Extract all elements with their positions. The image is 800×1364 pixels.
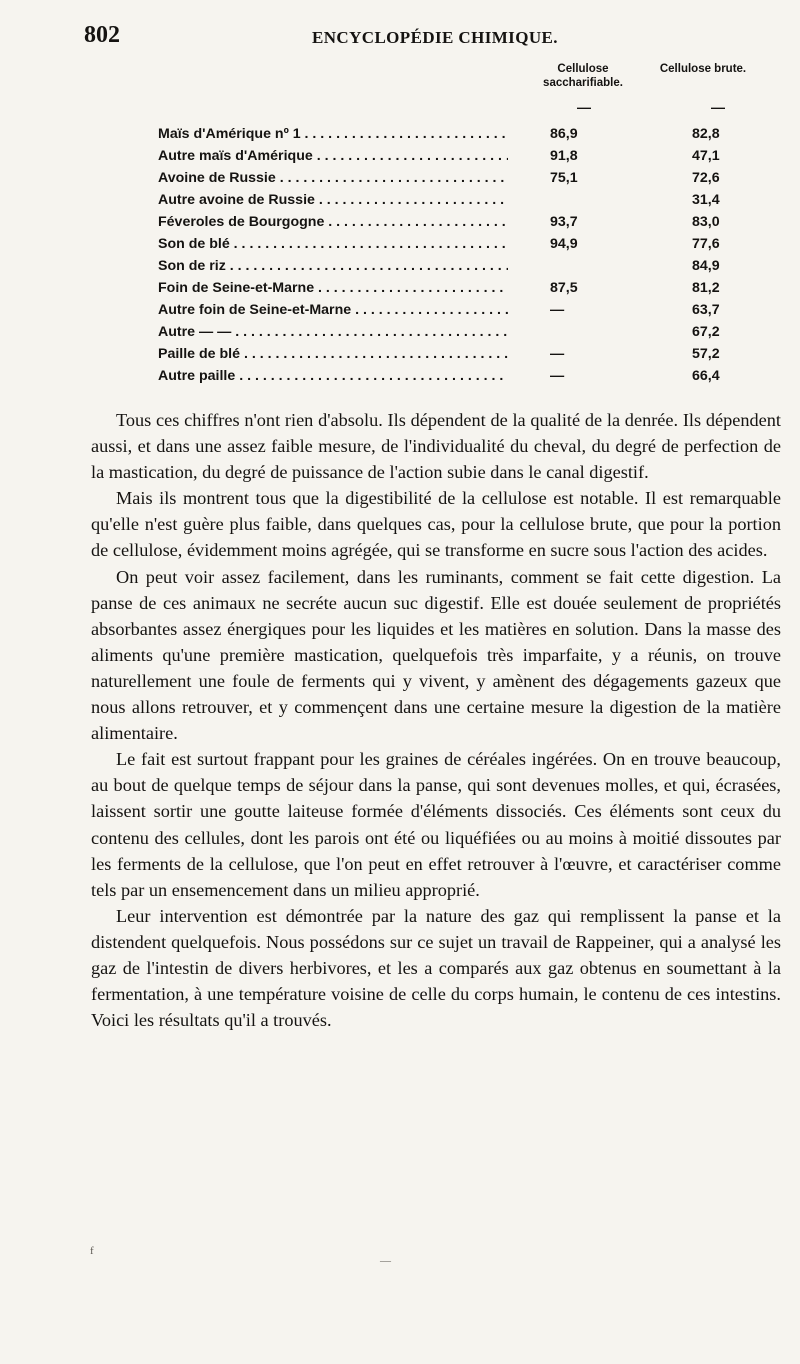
row-label: Foin de Seine-et-Marne . . .: [158, 278, 508, 298]
table-row: [158, 124, 784, 144]
brute-value: 84,9: [692, 258, 720, 274]
paragraph: Mais ils montrent tous que la digestibilité de la cellulose est notable. Il est remarquable qu'elle n'est guère plus faible, dans quelques cas, pour la cellulose brute, que pour la portion de cellulose, évidemment moins agrégée, qui se transforme en sucre sous l'action des acides.: [91, 488, 781, 561]
body-text: [91, 407, 781, 1033]
table-row: [158, 366, 784, 386]
saccharifiable-value: 75,1: [550, 170, 578, 186]
paragraph: Tous ces chiffres n'ont rien d'absolu. Ils dépendent de la qualité de la denrée. Ils dépendent aussi, et dans une assez faible mesure, de l'individualité du cheval, du degré de perfection de la mastication, du degré de puissance de l'action subie dans le canal digestif.: [91, 410, 781, 483]
stray-print-marks: [90, 1245, 780, 1285]
column-header-dash: —: [711, 99, 725, 115]
row-label: Autre paille . . .: [158, 366, 508, 386]
brute-value: 67,2: [692, 324, 720, 340]
brute-value: 81,2: [692, 280, 720, 296]
stray-mark: f: [90, 1245, 94, 1257]
row-label: Autre avoine de Russie . . .: [158, 190, 508, 210]
column-header-dash: —: [577, 99, 591, 115]
brute-value: 72,6: [692, 170, 720, 186]
table-row: [158, 256, 784, 276]
row-label: Maïs d'Amérique nº 1 . . .: [158, 124, 508, 144]
row-label: Son de riz . . .: [158, 256, 508, 276]
cellulose-table: [158, 62, 784, 384]
saccharifiable-value: 86,9: [550, 126, 578, 142]
table-row: [158, 300, 784, 320]
saccharifiable-value: —: [550, 368, 565, 384]
table-row: [158, 146, 784, 166]
page-header: [84, 22, 774, 52]
row-label: Son de blé . . .: [158, 234, 508, 254]
brute-value: 77,6: [692, 236, 720, 252]
brute-value: 83,0: [692, 214, 720, 230]
paragraph: On peut voir assez facilement, dans les ruminants, comment se fait cette digestion. La panse de ces animaux ne secréte aucun suc digestif. Elle est douée seulement de propriétés absorbantes assez énergiques pour les liquides et les matières en solution. Dans la masse des aliments qu'une première mastication, quelquefois très imparfaite, y a réunis, on trouve naturellement une foule de ferments qui y vivent, y amènent des dégagements gazeux que nous allons retrouver, et y commençent dans une certaine mesure la digestion de la matière alimentaire.: [91, 566, 781, 744]
brute-value: 57,2: [692, 346, 720, 362]
row-label: Autre foin de Seine-et-Marne . . .: [158, 300, 508, 320]
brute-value: 63,7: [692, 302, 720, 318]
saccharifiable-value: —: [550, 346, 565, 362]
row-label: Autre — — . . .: [158, 322, 508, 342]
column-header-saccharifiable: Cellulose saccharifiable.: [543, 63, 623, 89]
saccharifiable-value: 93,7: [550, 214, 578, 230]
saccharifiable-value: 91,8: [550, 148, 578, 164]
brute-value: 82,8: [692, 126, 720, 142]
saccharifiable-value: —: [550, 302, 565, 318]
brute-value: 31,4: [692, 192, 720, 208]
table-row: [158, 322, 784, 342]
table-row: [158, 190, 784, 210]
brute-value: 66,4: [692, 368, 720, 384]
row-label: Paille de blé . . .: [158, 344, 508, 364]
saccharifiable-value: 94,9: [550, 236, 578, 252]
row-label: Avoine de Russie . . .: [158, 168, 508, 188]
table-row: [158, 168, 784, 188]
table-row: [158, 344, 784, 364]
column-header-brute: Cellulose brute.: [659, 63, 747, 75]
stray-mark: —: [380, 1255, 391, 1267]
saccharifiable-value: 87,5: [550, 280, 578, 296]
row-label: Autre maïs d'Amérique . . .: [158, 146, 508, 166]
row-label: Féveroles de Bourgogne . . .: [158, 212, 508, 232]
table-row: [158, 278, 784, 298]
brute-value: 47,1: [692, 148, 720, 164]
paragraph: Leur intervention est démontrée par la nature des gaz qui remplissent la panse et la distendent quelquefois. Nous possédons sur ce sujet un travail de Rappeiner, qui a analysé les gaz de l'intestin de divers herbivores, et les a comparés aux gaz obtenus en soumettant à la fermentation, à une température voisine de celle du corps humain, le contenu de ces intestins. Voici les résultats qu'il a trouvés.: [91, 905, 781, 1031]
table-row: [158, 212, 784, 232]
page-number: 802: [84, 22, 120, 48]
paragraph: Le fait est surtout frappant pour les graines de céréales ingérées. On en trouve beaucoup, au bout de quelque temps de séjour dans la panse, qui sont devenues molles, et qui, écrasées, laissent sortir une goutte laiteuse formée d'éléments dissociés. Ces éléments sont ceux du contenu des cellules, dont les parois ont été ou liquéfiées ou au moins à moitié dissoutes par les ferments de la cellulose, que l'on peut en effet retrouver à l'œuvre, et caractériser comme tels par un ensemencement dans un milieu approprié.: [91, 749, 781, 900]
table-row: [158, 234, 784, 254]
running-title: ENCYCLOPÉDIE CHIMIQUE.: [312, 28, 558, 47]
